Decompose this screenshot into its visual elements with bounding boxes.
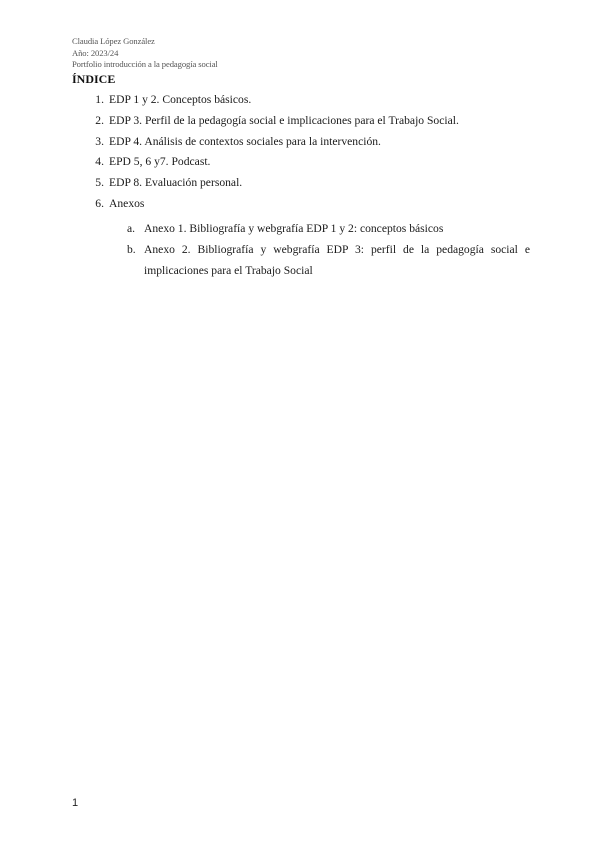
table-of-contents bbox=[72, 93, 532, 281]
toc-subitem-letter: a. bbox=[127, 221, 136, 235]
toc-item-text: EDP 4. Análisis de contextos sociales para la intervención. bbox=[109, 134, 381, 148]
toc-item-text: Anexos bbox=[109, 196, 145, 210]
toc-item bbox=[72, 155, 532, 176]
toc-item-number: 1. bbox=[95, 93, 104, 106]
toc-subitem bbox=[72, 219, 532, 239]
toc-item bbox=[72, 93, 532, 114]
toc-item bbox=[72, 114, 532, 135]
toc-item-text: EPD 5, 6 y7. Podcast. bbox=[109, 155, 211, 169]
toc-item bbox=[72, 135, 532, 156]
toc-item-number: 6. bbox=[95, 196, 104, 210]
toc-item-text: EDP 8. Evaluación personal. bbox=[109, 176, 243, 190]
header-year: Año: 2023/24 bbox=[72, 47, 119, 58]
toc-item bbox=[72, 176, 532, 197]
header-author: Claudia López González bbox=[72, 36, 155, 46]
toc-item-number: 4. bbox=[95, 155, 104, 169]
toc-subitem-text: Anexo 2. Bibliografía y webgrafía EDP 3: perfil de la pedagogía social e implicaciones para el Trabajo Social bbox=[144, 243, 530, 277]
header-portfolio-title: Portfolio introducción a la pedagogía social bbox=[72, 59, 218, 69]
page-number: 1 bbox=[72, 797, 79, 809]
toc-item-text: EDP 1 y 2. Conceptos básicos. bbox=[109, 93, 252, 106]
document-header bbox=[72, 36, 218, 71]
toc-subitem-letter: b. bbox=[127, 243, 136, 257]
toc-item-text: EDP 3. Perfil de la pedagogía social e implicaciones para el Trabajo Social. bbox=[109, 113, 459, 127]
toc-subitem bbox=[72, 240, 532, 281]
toc-subitem-text: Anexo 1. Bibliografía y webgrafía EDP 1 y 2: conceptos básicos bbox=[144, 221, 444, 235]
toc-item-number: 5. bbox=[95, 176, 104, 190]
toc-item-number: 3. bbox=[95, 134, 104, 148]
toc-item-number: 2. bbox=[95, 113, 104, 127]
toc-item bbox=[72, 197, 532, 218]
index-title: ÍNDICE bbox=[72, 72, 116, 86]
